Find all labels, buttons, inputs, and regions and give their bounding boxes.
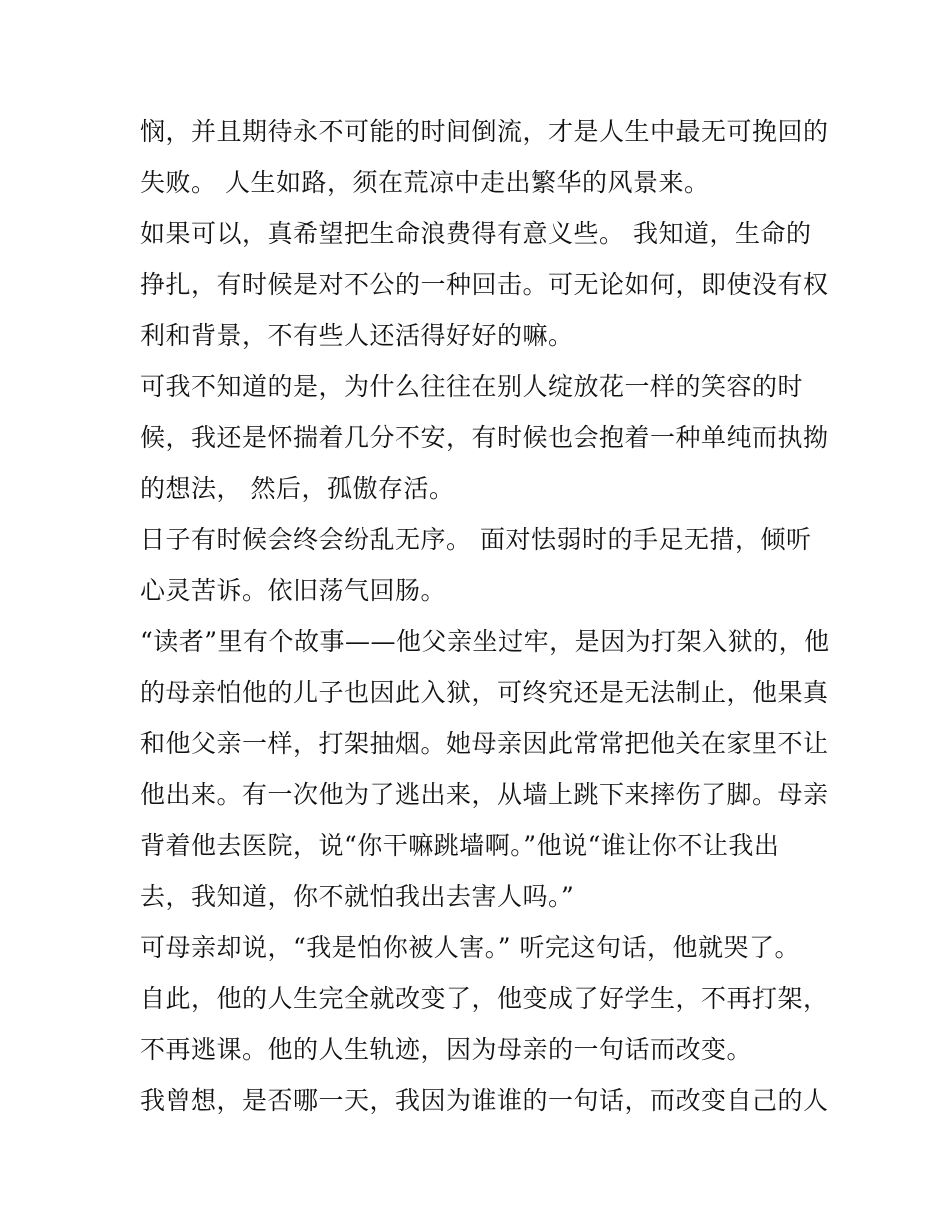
text-line: 可我不知道的是，为什么往往在别人绽放花一样的笑容的时 <box>140 372 804 401</box>
text-line: 利和背景，不有些人还活得好好的嘛。 <box>140 321 574 350</box>
text-line: 悯，并且期待永不可能的时间倒流，才是人生中最无可挽回的 <box>140 117 829 146</box>
text-line: 日子有时候会终会纷乱无序。 面对怯弱时的手足无措，倾听 <box>140 525 812 554</box>
text-line: 可母亲却说，“我是怕你被人害。” 听完这句话，他就哭了。 <box>140 933 801 962</box>
text-line: 背着他去医院，说“你干嘛跳墙啊。”他说“谁让你不让我出 <box>140 831 780 860</box>
text-line: 挣扎，有时候是对不公的一种回击。可无论如何，即使没有权 <box>140 270 829 299</box>
text-line: 我曾想，是否哪一天，我因为谁谁的一句话，而改变自己的人 <box>140 1086 829 1115</box>
text-line: 心灵苦诉。依旧荡气回肠。 <box>140 576 447 605</box>
text-line: 不再逃课。他的人生轨迹，因为母亲的一句话而改变。 <box>140 1035 753 1064</box>
text-line: 的母亲怕他的儿子也因此入狱，可终究还是无法制止，他果真 <box>140 678 829 707</box>
text-line: 和他父亲一样，打架抽烟。她母亲因此常常把他关在家里不让 <box>140 729 829 758</box>
text-line: 如果可以，真希望把生命浪费得有意义些。 我知道，生命的 <box>140 219 812 248</box>
text-line: 他出来。有一次他为了逃出来，从墙上跳下来摔伤了脚。母亲 <box>140 780 829 809</box>
document-body <box>140 106 830 1126</box>
text-line: 自此，他的人生完全就改变了，他变成了好学生，不再打架， <box>140 984 829 1013</box>
text-line: 失败。 人生如路，须在荒凉中走出繁华的风景来。 <box>140 168 710 197</box>
text-line: 的想法， 然后，孤傲存活。 <box>140 474 455 503</box>
text-line: 候，我还是怀揣着几分不安，有时候也会抱着一种单纯而执拗 <box>140 423 829 452</box>
text-line: 去，我知道，你不就怕我出去害人吗。” <box>140 882 575 911</box>
text-line: “读者”里有个故事——他父亲坐过牢，是因为打架入狱的，他 <box>140 627 830 656</box>
